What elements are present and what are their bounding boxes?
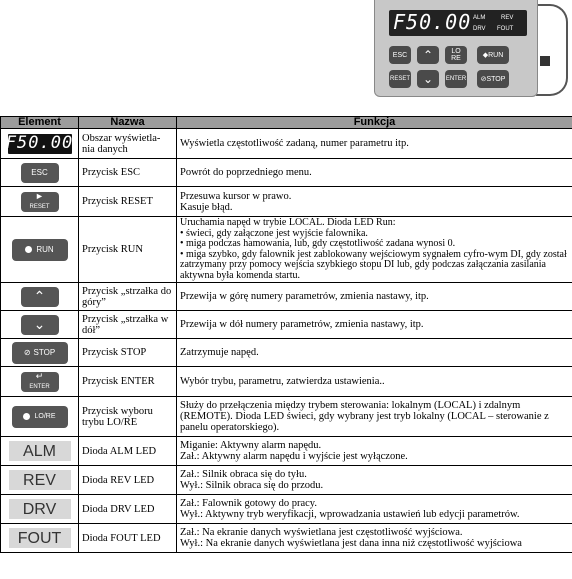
table-row bbox=[1, 437, 572, 466]
keypad-down-button[interactable]: ⌄ bbox=[417, 70, 439, 88]
led-rev-label: REV bbox=[501, 15, 514, 21]
stop-button-icon bbox=[12, 342, 68, 364]
name-cell: Przycisk „strzałka do góry” bbox=[79, 283, 177, 311]
keypad-illustration bbox=[370, 0, 572, 98]
element-cell bbox=[1, 437, 79, 466]
lore-led-icon bbox=[23, 413, 30, 420]
keypad-reset-button[interactable] bbox=[389, 70, 411, 88]
keypad-stop-button[interactable] bbox=[477, 70, 509, 88]
run-icon: ◆ bbox=[482, 51, 489, 59]
lore-button-icon bbox=[12, 406, 68, 428]
name-cell: Dioda REV LED bbox=[79, 466, 177, 495]
element-cell bbox=[1, 367, 79, 397]
name-cell: Przycisk RESET bbox=[79, 187, 177, 217]
function-cell bbox=[177, 466, 572, 495]
function-cell: Przewija w górę numery parametrów, zmienia nastawy, itp. bbox=[177, 283, 572, 311]
keypad-run-button[interactable] bbox=[477, 46, 509, 64]
element-cell bbox=[1, 397, 79, 437]
lore-icon-label: LO/RE bbox=[34, 413, 56, 420]
rev-led-icon: REV bbox=[9, 470, 71, 490]
function-line: • miga podczas hamowania, lub, gdy częstotliwość zadana wynosi 0. bbox=[180, 238, 456, 249]
function-line: Uruchamia napęd w trybie LOCAL. Dioda LED Run: bbox=[180, 217, 396, 228]
keypad-enter-label: ENTER bbox=[445, 75, 467, 82]
function-line: Wył.: Aktywny tryb weryfikacji, wprowadzania ustawień lub edycji parametrów. bbox=[180, 509, 520, 520]
table-row bbox=[1, 159, 572, 187]
element-cell bbox=[1, 187, 79, 217]
function-line: Miganie: Aktywny alarm napędu. bbox=[180, 440, 322, 451]
keypad-stop-label: STOP bbox=[486, 75, 506, 83]
keypad-display bbox=[389, 10, 527, 36]
table-row bbox=[1, 283, 572, 311]
element-cell bbox=[1, 159, 79, 187]
keypad-body bbox=[374, 0, 538, 97]
function-line: Zał.: Silnik obraca się do tyłu. bbox=[180, 469, 307, 480]
keypad-display-value: F50.00 bbox=[393, 10, 472, 34]
function-cell: Wybór trybu, parametru, zatwierdza ustawienia.. bbox=[177, 367, 572, 397]
function-cell: Wyświetla częstotliwość zadaną, numer parametru itp. bbox=[177, 129, 572, 159]
led-drv-label: DRV bbox=[473, 26, 486, 32]
function-line: Przesuwa kursor w prawo. bbox=[180, 190, 292, 202]
table-row bbox=[1, 495, 572, 524]
function-cell bbox=[177, 217, 572, 283]
up-arrow-icon: ⌃ bbox=[21, 287, 59, 307]
stop-icon: ⊘ bbox=[23, 348, 31, 357]
table-row bbox=[1, 367, 572, 397]
function-cell bbox=[177, 437, 572, 466]
table-row bbox=[1, 129, 572, 159]
function-line: • świeci, gdy załączone jest wyjście falownika. bbox=[180, 227, 368, 239]
reset-icon-label: RESET bbox=[29, 204, 50, 210]
function-cell bbox=[177, 187, 572, 217]
keypad-reset-label: RESET bbox=[389, 75, 410, 82]
reset-icon: ► RESET bbox=[21, 192, 59, 212]
alm-led-icon: ALM bbox=[9, 441, 71, 461]
run-led-icon bbox=[25, 246, 32, 253]
enter-icon: ↵ ENTER bbox=[21, 372, 59, 392]
function-cell: Powrót do poprzedniego menu. bbox=[177, 159, 572, 187]
element-cell bbox=[1, 495, 79, 524]
header-function: Funkcja bbox=[177, 117, 572, 129]
name-cell: Dioda FOUT LED bbox=[79, 524, 177, 553]
header-element: Element bbox=[1, 117, 79, 129]
function-line: • miga szybko, gdy falownik jest zablokowany wejściowym sygnałem cyfro-wym DI, gdy został zatrzymany przy pomocy wejścia szybkiego stopu DI lub, gdy podczas załączania zasilania aktywna była komenda startu. bbox=[180, 248, 567, 281]
table-row bbox=[1, 311, 572, 339]
table-row bbox=[1, 339, 572, 367]
function-cell: Zatrzymuje napęd. bbox=[177, 339, 572, 367]
led-alm-label: ALM bbox=[473, 15, 486, 21]
function-cell: Przewija w dół numery parametrów, zmienia nastawy, itp. bbox=[177, 311, 572, 339]
element-table bbox=[0, 116, 572, 553]
name-cell: Przycisk ESC bbox=[79, 159, 177, 187]
function-line: Kasuje błąd. bbox=[180, 201, 233, 213]
table-row bbox=[1, 187, 572, 217]
down-arrow-icon: ⌄ bbox=[21, 315, 59, 335]
fout-led-icon: FOUT bbox=[9, 528, 71, 548]
enter-icon-label: ENTER bbox=[29, 384, 50, 390]
display-area-icon: F50.00 bbox=[5, 133, 74, 153]
function-line: Zał.: Na ekranie danych wyświetlana jest częstotliwość wyjściowa. bbox=[180, 527, 463, 538]
run-icon-label: RUN bbox=[36, 245, 54, 254]
keypad-esc-button[interactable]: ESC bbox=[389, 46, 411, 64]
function-line: Wył.: Silnik obraca się do przodu. bbox=[180, 480, 324, 491]
name-cell: Dioda ALM LED bbox=[79, 437, 177, 466]
name-cell: Dioda DRV LED bbox=[79, 495, 177, 524]
table-row bbox=[1, 466, 572, 495]
drv-led-icon: DRV bbox=[9, 499, 71, 519]
keypad-up-button[interactable]: ⌃ bbox=[417, 46, 439, 64]
element-cell bbox=[1, 217, 79, 283]
element-cell bbox=[1, 339, 79, 367]
function-line: Zał.: Falownik gotowy do pracy. bbox=[180, 498, 317, 509]
table-header-row bbox=[1, 117, 572, 129]
function-line: Wył.: Na ekranie danych wyświetlana jest dana inna niż częstotliwość wyjściowa bbox=[180, 538, 522, 549]
element-cell bbox=[1, 283, 79, 311]
table-row bbox=[1, 524, 572, 553]
run-button-icon bbox=[12, 239, 68, 261]
keypad-cover-latch bbox=[540, 56, 550, 66]
name-cell: Przycisk „strzałka w dół” bbox=[79, 311, 177, 339]
name-cell: Przycisk ENTER bbox=[79, 367, 177, 397]
name-cell: Przycisk wyboru trybu LO/RE bbox=[79, 397, 177, 437]
element-cell bbox=[1, 466, 79, 495]
name-cell: Obszar wyświetla-nia danych bbox=[79, 129, 177, 159]
table-row bbox=[1, 397, 572, 437]
function-cell bbox=[177, 524, 572, 553]
keypad-cover bbox=[536, 4, 568, 96]
keypad-lore-button[interactable]: LO RE bbox=[445, 46, 467, 64]
function-cell: Służy do przełączenia między trybem sterowania: lokalnym (LOCAL) i zdalnym (REMOTE). Dioda LED świeci, gdy wybrany jest tryb lokalny (LOCAL – sterowanie z panelu operatorskiego). bbox=[177, 397, 572, 437]
stop-icon-label: STOP bbox=[33, 348, 56, 357]
function-line: Zał.: Aktywny alarm napędu i wyjście jest wyłączone. bbox=[180, 451, 408, 462]
element-cell bbox=[1, 129, 79, 159]
function-cell bbox=[177, 495, 572, 524]
name-cell: Przycisk STOP bbox=[79, 339, 177, 367]
esc-icon: ESC bbox=[21, 163, 59, 183]
keypad-enter-button[interactable] bbox=[445, 70, 467, 88]
table-row bbox=[1, 217, 572, 283]
element-cell bbox=[1, 524, 79, 553]
header-name: Nazwa bbox=[79, 117, 177, 129]
element-cell bbox=[1, 311, 79, 339]
led-fout-label: FOUT bbox=[497, 26, 514, 32]
name-cell: Przycisk RUN bbox=[79, 217, 177, 283]
keypad-run-label: RUN bbox=[488, 51, 504, 59]
stop-icon: ⊘ bbox=[480, 75, 487, 83]
